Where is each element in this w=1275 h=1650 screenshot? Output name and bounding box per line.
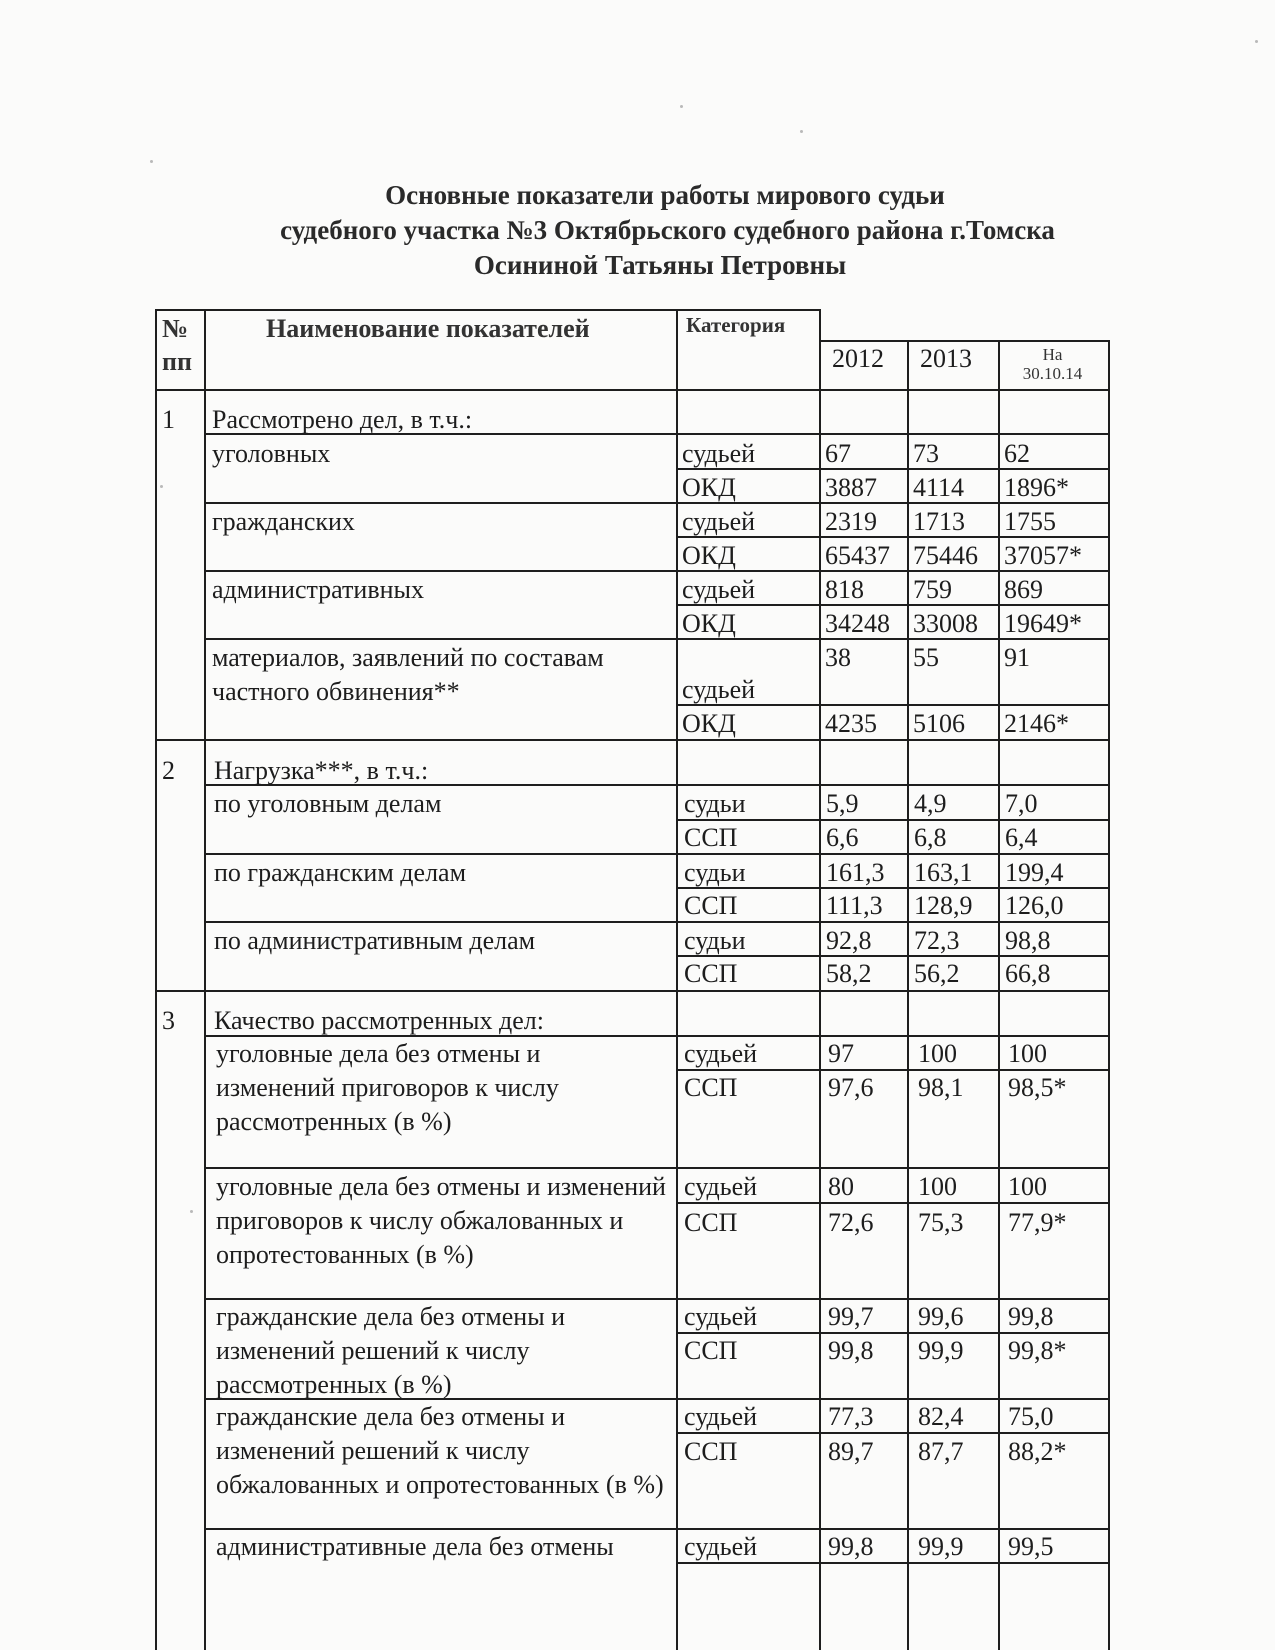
value-2013: 1713 (913, 507, 965, 536)
value-2013: 5106 (913, 709, 965, 738)
header-category: Категория (686, 313, 786, 337)
value-2012: 58,2 (826, 959, 872, 988)
row-name: гражданские дела без отмены и изменений решений к числу обжалованных и опротестованных (в %) (216, 1402, 664, 1499)
row-name: по гражданским делам (214, 858, 467, 887)
value-2012: 38 (825, 643, 851, 672)
value-2013: 99,9 (918, 1532, 964, 1561)
row-category: судьи (684, 926, 746, 955)
section-title: Качество рассмотренных дел: (214, 1006, 544, 1035)
value-2013: 759 (913, 575, 952, 604)
section-number: 2 (162, 756, 175, 785)
value-2012: 111,3 (826, 891, 883, 920)
value-2012: 2319 (825, 507, 877, 536)
row-category: судьей (684, 1532, 758, 1561)
row-category: судьей (684, 1172, 758, 1201)
value-2012: 97 (828, 1039, 854, 1068)
table-border (155, 990, 1110, 992)
value-2014: 98,5* (1008, 1073, 1067, 1102)
row-name: материалов, заявлений по составам частного обвинения** (212, 643, 604, 706)
scan-speck (160, 485, 163, 488)
row-name: уголовные дела без отмены и изменений приговоров к числу рассмотренных (в %) (216, 1039, 559, 1136)
table-border (204, 502, 1110, 504)
table-border (204, 853, 1110, 855)
value-2012: 89,7 (828, 1437, 874, 1466)
row-category: судьей (684, 1302, 758, 1331)
table-border (204, 1167, 1110, 1169)
scan-speck (190, 1210, 193, 1213)
title-line-3: Осининой Татьяны Петровны (473, 250, 847, 280)
row-name: гражданские дела без отмены и изменений решений к числу рассмотренных (в %) (216, 1302, 566, 1399)
value-2014: 98,8 (1005, 926, 1051, 955)
value-2012: 67 (825, 439, 851, 468)
table-border (204, 921, 1110, 923)
value-2013: 100 (918, 1039, 957, 1068)
value-2013: 33008 (913, 609, 978, 638)
header-year-2013: 2013 (920, 344, 972, 373)
table-border (204, 310, 206, 1650)
row-category: судьей (682, 439, 756, 468)
row-category: ОКД (682, 473, 736, 502)
row-name: по административным делам (214, 926, 536, 955)
value-2013: 82,4 (918, 1402, 964, 1431)
value-2014: 19649* (1004, 609, 1082, 638)
value-2014: 126,0 (1005, 891, 1064, 920)
row-name: административные дела без отмены (216, 1532, 614, 1561)
value-2013: 73 (913, 439, 939, 468)
value-2014: 75,0 (1008, 1402, 1054, 1431)
row-name: административных (212, 575, 424, 604)
section-number: 3 (162, 1006, 175, 1035)
value-2013: 55 (913, 643, 939, 672)
value-2012: 818 (825, 575, 864, 604)
value-2013: 56,2 (914, 959, 960, 988)
row-category: судьей (684, 1402, 758, 1431)
header-num: № (162, 314, 189, 343)
value-2013: 98,1 (918, 1073, 964, 1102)
scan-speck (150, 160, 153, 163)
header-num-pp: пп (162, 347, 192, 376)
row-category: ССП (684, 891, 738, 920)
scan-speck (680, 105, 683, 108)
value-2012: 80 (828, 1172, 854, 1201)
row-name: гражданских (212, 507, 355, 536)
value-2013: 99,6 (918, 1302, 964, 1331)
value-2012: 92,8 (826, 926, 872, 955)
row-category: судьей (682, 507, 756, 536)
row-category: судьей (684, 1039, 758, 1068)
value-2014: 99,5 (1008, 1532, 1054, 1561)
value-2014: 37057* (1004, 541, 1082, 570)
row-name: уголовные дела без отмены и изменений приговоров к числу обжалованных и опротестованных (в %) (216, 1172, 666, 1269)
value-2014: 91 (1004, 643, 1030, 672)
value-2013: 6,8 (914, 823, 947, 852)
header-name: Наименование показателей (266, 314, 590, 343)
value-2012: 4235 (825, 709, 877, 738)
value-2013: 99,9 (918, 1336, 964, 1365)
table-border (155, 739, 1110, 741)
row-category: ССП (684, 1437, 738, 1466)
value-2014: 2146* (1004, 709, 1069, 738)
value-2014: 66,8 (1005, 959, 1051, 988)
value-2012: 161,3 (826, 858, 885, 887)
value-2014: 1896* (1004, 473, 1069, 502)
value-2012: 99,8 (828, 1336, 874, 1365)
value-2012: 5,9 (826, 789, 859, 818)
value-2012: 3887 (825, 473, 877, 502)
row-name: уголовных (212, 439, 331, 468)
value-2013: 100 (918, 1172, 957, 1201)
row-category: ССП (684, 1208, 738, 1237)
value-2013: 128,9 (914, 891, 973, 920)
table-border (155, 310, 157, 1650)
table-border (676, 310, 678, 1650)
row-name: по уголовным делам (214, 789, 442, 818)
row-category: ССП (684, 1336, 738, 1365)
value-2014: 6,4 (1005, 823, 1038, 852)
value-2014: 99,8* (1008, 1336, 1067, 1365)
row-category: ОКД (682, 609, 736, 638)
row-category: судьи (684, 789, 746, 818)
title-line-2: судебного участка №3 Октябрьского судебного района г.Томска (280, 215, 1055, 245)
value-2012: 6,6 (826, 823, 859, 852)
value-2013: 72,3 (914, 926, 960, 955)
value-2014: 7,0 (1005, 789, 1038, 818)
value-2012: 72,6 (828, 1208, 874, 1237)
value-2013: 75,3 (918, 1208, 964, 1237)
value-2014: 88,2* (1008, 1437, 1067, 1466)
value-2012: 65437 (825, 541, 890, 570)
value-2014: 100 (1008, 1039, 1047, 1068)
row-category: ССП (684, 959, 738, 988)
value-2013: 87,7 (918, 1437, 964, 1466)
table-border (819, 310, 821, 1650)
header-year-2012: 2012 (832, 344, 884, 373)
value-2014: 77,9* (1008, 1208, 1067, 1237)
row-category: судьей (682, 675, 756, 704)
row-category: ССП (684, 823, 738, 852)
value-2012: 77,3 (828, 1402, 874, 1431)
section-number: 1 (162, 405, 175, 434)
row-category: ССП (684, 1073, 738, 1102)
value-2012: 99,8 (828, 1532, 874, 1561)
value-2014: 99,8 (1008, 1302, 1054, 1331)
value-2014: 1755 (1004, 507, 1056, 536)
value-2013: 163,1 (914, 858, 973, 887)
scan-speck (800, 130, 803, 133)
value-2014: 100 (1008, 1172, 1047, 1201)
section-title: Рассмотрено дел, в т.ч.: (212, 405, 473, 434)
row-category: ОКД (682, 541, 736, 570)
row-category: судьей (682, 575, 756, 604)
value-2014: 62 (1004, 439, 1030, 468)
value-2014: 199,4 (1005, 858, 1064, 887)
value-2012: 34248 (825, 609, 890, 638)
value-2012: 97,6 (828, 1073, 874, 1102)
value-2013: 4114 (913, 473, 965, 502)
value-2014: 869 (1004, 575, 1043, 604)
row-category: судьи (684, 858, 746, 887)
title-line-1: Основные показатели работы мирового судьи (385, 180, 945, 210)
value-2012: 99,7 (828, 1302, 874, 1331)
row-category: ОКД (682, 709, 736, 738)
section-title: Нагрузка***, в т.ч.: (214, 756, 429, 785)
table-border (155, 389, 1110, 391)
header-year-2014: На 30.10.14 (1022, 345, 1083, 383)
value-2013: 4,9 (914, 789, 947, 818)
value-2013: 75446 (913, 541, 978, 570)
scan-speck (1255, 40, 1258, 43)
